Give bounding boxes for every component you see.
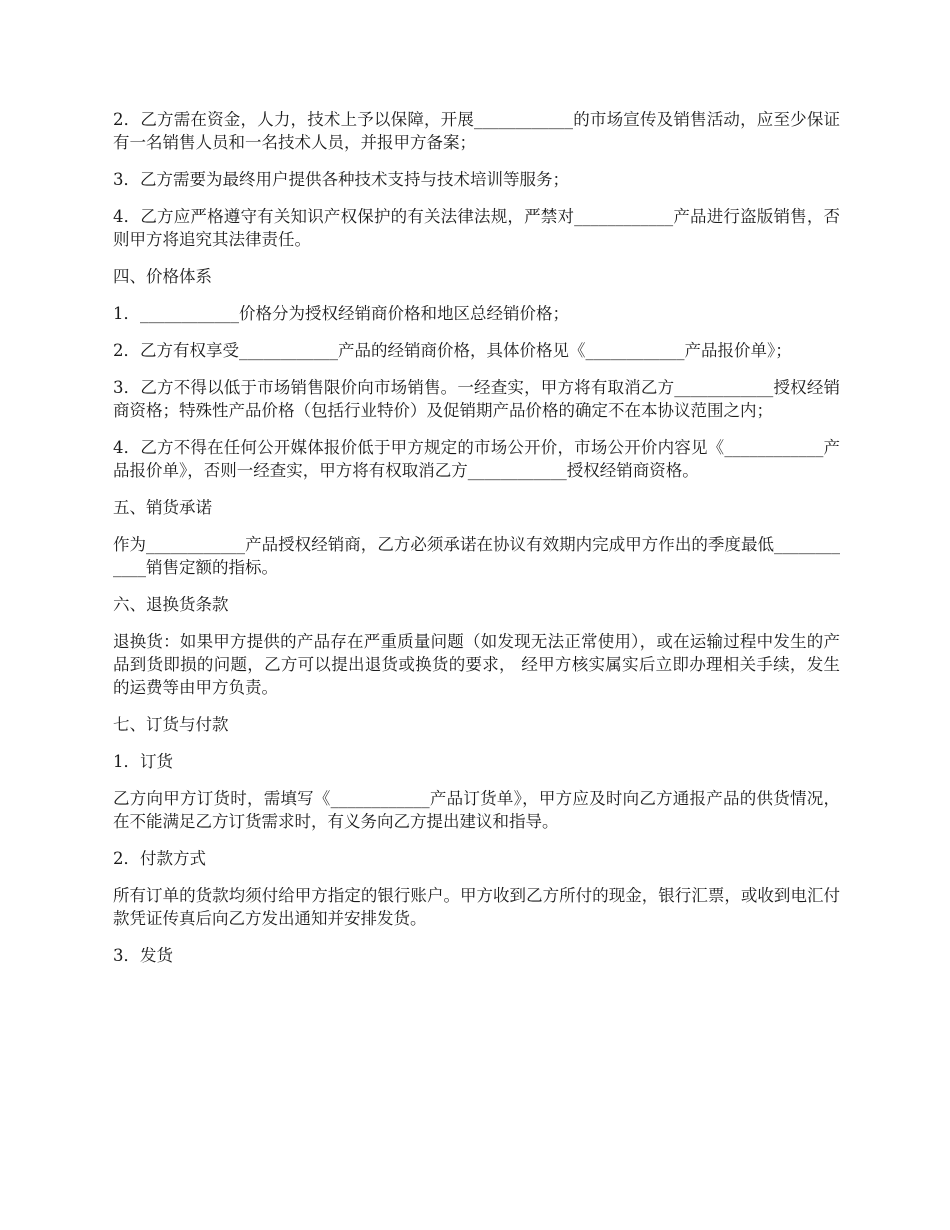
subheading-payment-method: 2．付款方式 (113, 849, 206, 868)
sales-commitment-text: 作为____________产品授权经销商，乙方必须承诺在协议有效期内完成甲方作出的季度最低____________销售定额的指标。 (113, 535, 840, 577)
returns-text: 退换货：如果甲方提供的产品存在严重质量问题（如发现无法正常使用），或在运输过程中发生的产品到货即损的问题，乙方可以提出退货或换货的要求， 经甲方核实属实后立即办理相关手续，发生的运费等由甲方负责。 (113, 632, 840, 697)
pricing-clause-1: 1．____________价格分为授权经销商价格和地区总经销价格； (113, 304, 569, 323)
pricing-clause-4: 4．乙方不得在任何公开媒体报价低于甲方规定的市场公开价，市场公开价内容见《____________产品报价单》，否则一经查实，甲方将有权取消乙方____________授权经销商资格。 (113, 438, 840, 480)
subheading-shipping: 3．发货 (113, 946, 173, 965)
section-heading-ordering-payment: 七、订货与付款 (113, 715, 229, 734)
pricing-clause-3: 3．乙方不得以低于市场销售限价向市场销售。一经查实，甲方将有取消乙方____________授权经销商资格；特殊性产品价格（包括行业特价）及促销期产品价格的确定不在本协议范围之内； (113, 378, 840, 420)
section-heading-pricing: 四、价格体系 (113, 267, 212, 286)
subheading-ordering: 1．订货 (113, 752, 173, 771)
pricing-clause-2: 2．乙方有权享受____________产品的经销商价格，具体价格见《____________产品报价单》； (113, 341, 792, 360)
section-heading-sales-commitment: 五、销货承诺 (113, 498, 212, 517)
clause-2-marketing: 2．乙方需在资金，人力，技术上予以保障，开展____________的市场宣传及销售活动，应至少保证有一名销售人员和一名技术人员，并报甲方备案； (113, 110, 840, 152)
ordering-text: 乙方向甲方订货时，需填写《____________产品订货单》，甲方应及时向乙方通报产品的供货情况，在不能满足乙方订货需求时，有义务向乙方提出建议和指导。 (113, 789, 840, 831)
payment-text: 所有订单的货款均须付给甲方指定的银行账户。甲方收到乙方所付的现金，银行汇票，或收到电汇付款凭证传真后向乙方发出通知并安排发货。 (113, 886, 840, 928)
section-heading-returns: 六、退换货条款 (113, 595, 229, 614)
document-page (113, 108, 840, 981)
clause-4-ip: 4．乙方应严格遵守有关知识产权保护的有关法律法规，严禁对____________产品进行盗版销售，否则甲方将追究其法律责任。 (113, 207, 840, 249)
clause-3-support: 3．乙方需要为最终用户提供各种技术支持与技术培训等服务； (113, 170, 569, 189)
